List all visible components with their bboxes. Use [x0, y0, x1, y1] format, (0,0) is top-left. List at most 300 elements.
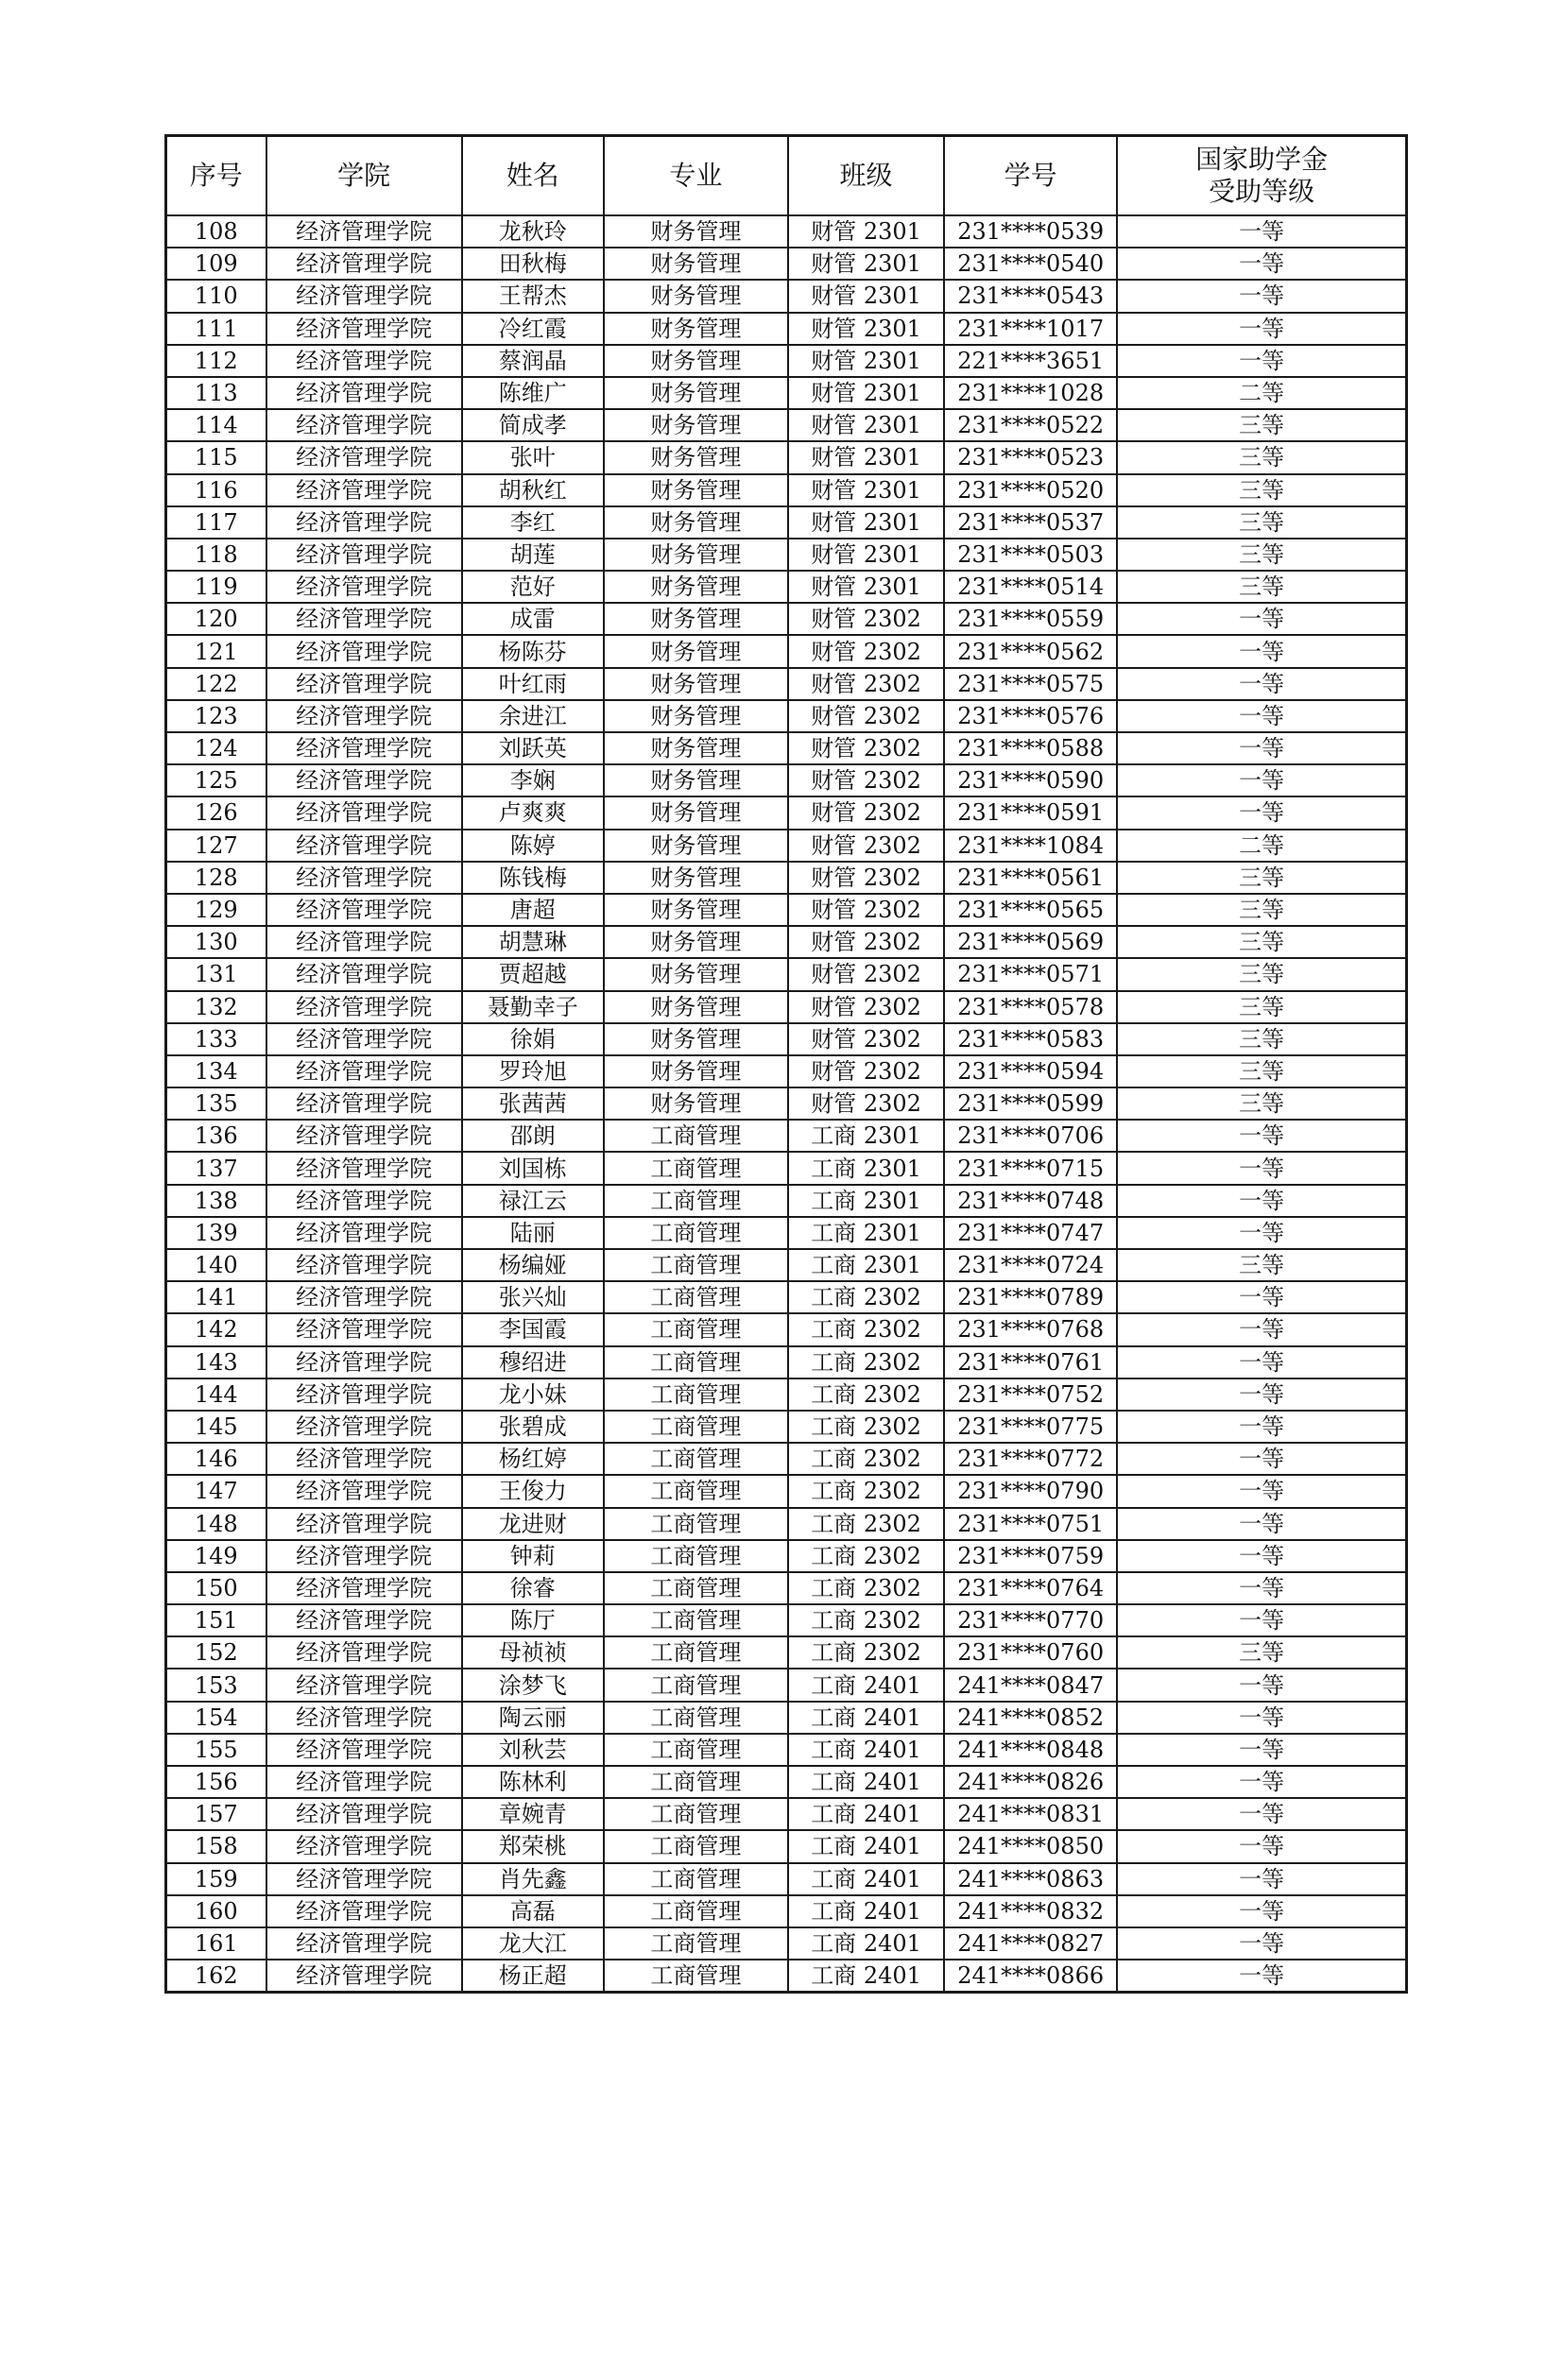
cell-index: 134 [166, 1055, 266, 1087]
cell-class: 财管 2302 [788, 1023, 944, 1055]
table-row [166, 926, 1407, 958]
cell-college: 经济管理学院 [266, 345, 462, 377]
cell-name: 张叶 [462, 441, 604, 473]
cell-student-id: 231****0751 [944, 1508, 1117, 1540]
cell-index: 112 [166, 345, 266, 377]
cell-grant-level: 一等 [1117, 1604, 1406, 1636]
table-row [166, 215, 1407, 248]
cell-name: 钟莉 [462, 1540, 604, 1572]
table-row [166, 830, 1407, 862]
cell-college: 经济管理学院 [266, 1185, 462, 1217]
cell-name: 胡莲 [462, 539, 604, 571]
cell-index: 141 [166, 1281, 266, 1313]
cell-index: 139 [166, 1217, 266, 1249]
cell-class: 工商 2401 [788, 1766, 944, 1798]
cell-class: 工商 2302 [788, 1604, 944, 1636]
table-body [166, 215, 1407, 1993]
table-row [166, 1120, 1407, 1152]
cell-class: 工商 2301 [788, 1217, 944, 1249]
cell-grant-level: 一等 [1117, 1475, 1406, 1507]
cell-major: 工商管理 [604, 1540, 788, 1572]
grant-recipient-table [164, 134, 1408, 1994]
cell-class: 财管 2301 [788, 474, 944, 506]
cell-name: 成雷 [462, 603, 604, 635]
table-row [166, 1540, 1407, 1572]
cell-student-id: 231****0594 [944, 1055, 1117, 1087]
cell-grant-level: 一等 [1117, 248, 1406, 280]
cell-name: 杨红婷 [462, 1443, 604, 1475]
cell-index: 129 [166, 894, 266, 926]
cell-class: 工商 2302 [788, 1411, 944, 1443]
cell-major: 工商管理 [604, 1702, 788, 1734]
cell-college: 经济管理学院 [266, 377, 462, 409]
cell-college: 经济管理学院 [266, 764, 462, 796]
cell-name: 徐睿 [462, 1572, 604, 1604]
cell-major: 财务管理 [604, 991, 788, 1023]
cell-name: 徐娟 [462, 1023, 604, 1055]
cell-major: 财务管理 [604, 215, 788, 248]
cell-class: 财管 2301 [788, 506, 944, 539]
cell-grant-level: 三等 [1117, 958, 1406, 990]
cell-grant-level: 三等 [1117, 441, 1406, 473]
cell-major: 财务管理 [604, 668, 788, 700]
cell-name: 龙进财 [462, 1508, 604, 1540]
cell-name: 唐超 [462, 894, 604, 926]
cell-student-id: 231****0578 [944, 991, 1117, 1023]
header-grant-level-line1: 国家助学金 [1195, 144, 1329, 175]
cell-name: 高磊 [462, 1895, 604, 1927]
cell-student-id: 241****0847 [944, 1669, 1117, 1701]
table-row [166, 409, 1407, 441]
cell-grant-level: 一等 [1117, 1572, 1406, 1604]
table-row [166, 1766, 1407, 1798]
cell-name: 陈林利 [462, 1766, 604, 1798]
cell-college: 经济管理学院 [266, 668, 462, 700]
cell-grant-level: 一等 [1117, 280, 1406, 312]
cell-grant-level: 一等 [1117, 313, 1406, 345]
cell-name: 叶红雨 [462, 668, 604, 700]
cell-grant-level: 一等 [1117, 1766, 1406, 1798]
cell-grant-level: 一等 [1117, 1346, 1406, 1378]
cell-major: 工商管理 [604, 1669, 788, 1701]
cell-index: 133 [166, 1023, 266, 1055]
cell-grant-level: 三等 [1117, 862, 1406, 894]
cell-major: 工商管理 [604, 1217, 788, 1249]
cell-class: 工商 2401 [788, 1734, 944, 1766]
cell-class: 财管 2302 [788, 700, 944, 732]
cell-college: 经济管理学院 [266, 1475, 462, 1507]
table-row [166, 991, 1407, 1023]
cell-name: 穆绍进 [462, 1346, 604, 1378]
table-row [166, 1798, 1407, 1830]
cell-class: 财管 2302 [788, 603, 944, 635]
cell-class: 工商 2401 [788, 1927, 944, 1960]
cell-index: 157 [166, 1798, 266, 1830]
cell-grant-level: 一等 [1117, 1734, 1406, 1766]
table-row [166, 796, 1407, 829]
cell-grant-level: 一等 [1117, 1960, 1406, 1993]
cell-student-id: 231****1028 [944, 377, 1117, 409]
cell-name: 罗玲旭 [462, 1055, 604, 1087]
cell-index: 121 [166, 635, 266, 667]
table-row [166, 958, 1407, 990]
cell-student-id: 231****0575 [944, 668, 1117, 700]
cell-class: 财管 2302 [788, 958, 944, 990]
cell-college: 经济管理学院 [266, 474, 462, 506]
cell-index: 160 [166, 1895, 266, 1927]
cell-index: 115 [166, 441, 266, 473]
cell-grant-level: 一等 [1117, 796, 1406, 829]
cell-major: 财务管理 [604, 862, 788, 894]
cell-class: 财管 2302 [788, 894, 944, 926]
cell-college: 经济管理学院 [266, 1281, 462, 1313]
cell-class: 工商 2302 [788, 1346, 944, 1378]
cell-grant-level: 三等 [1117, 1023, 1406, 1055]
cell-student-id: 231****0715 [944, 1152, 1117, 1184]
cell-student-id: 231****0759 [944, 1540, 1117, 1572]
cell-major: 财务管理 [604, 474, 788, 506]
cell-name: 李红 [462, 506, 604, 539]
table-row [166, 377, 1407, 409]
cell-index: 153 [166, 1669, 266, 1701]
cell-name: 刘秋芸 [462, 1734, 604, 1766]
cell-index: 119 [166, 571, 266, 603]
table-row [166, 1734, 1407, 1766]
cell-college: 经济管理学院 [266, 571, 462, 603]
cell-student-id: 241****0826 [944, 1766, 1117, 1798]
cell-grant-level: 一等 [1117, 1702, 1406, 1734]
cell-student-id: 231****0747 [944, 1217, 1117, 1249]
cell-major: 工商管理 [604, 1152, 788, 1184]
cell-college: 经济管理学院 [266, 248, 462, 280]
cell-index: 138 [166, 1185, 266, 1217]
cell-student-id: 221****3651 [944, 345, 1117, 377]
cell-college: 经济管理学院 [266, 1023, 462, 1055]
cell-major: 工商管理 [604, 1120, 788, 1152]
table-row [166, 1702, 1407, 1734]
cell-student-id: 231****0503 [944, 539, 1117, 571]
cell-major: 财务管理 [604, 506, 788, 539]
cell-name: 龙小妹 [462, 1378, 604, 1411]
cell-college: 经济管理学院 [266, 894, 462, 926]
cell-name: 肖先鑫 [462, 1863, 604, 1895]
cell-major: 工商管理 [604, 1281, 788, 1313]
table-row [166, 506, 1407, 539]
table-row [166, 1023, 1407, 1055]
cell-class: 财管 2301 [788, 539, 944, 571]
cell-student-id: 241****0831 [944, 1798, 1117, 1830]
cell-index: 110 [166, 280, 266, 312]
cell-grant-level: 一等 [1117, 700, 1406, 732]
cell-name: 贾超越 [462, 958, 604, 990]
table-row [166, 474, 1407, 506]
cell-student-id: 231****0588 [944, 732, 1117, 764]
cell-index: 150 [166, 1572, 266, 1604]
table-row [166, 441, 1407, 473]
cell-college: 经济管理学院 [266, 1830, 462, 1862]
cell-major: 财务管理 [604, 441, 788, 473]
table-row [166, 764, 1407, 796]
cell-index: 147 [166, 1475, 266, 1507]
cell-college: 经济管理学院 [266, 1960, 462, 1993]
table-row [166, 313, 1407, 345]
cell-class: 财管 2302 [788, 732, 944, 764]
cell-college: 经济管理学院 [266, 1636, 462, 1669]
cell-major: 财务管理 [604, 1087, 788, 1120]
cell-major: 财务管理 [604, 894, 788, 926]
cell-name: 李国霞 [462, 1313, 604, 1345]
table-row [166, 1087, 1407, 1120]
cell-index: 137 [166, 1152, 266, 1184]
cell-index: 124 [166, 732, 266, 764]
cell-index: 143 [166, 1346, 266, 1378]
cell-name: 涂梦飞 [462, 1669, 604, 1701]
table-row [166, 635, 1407, 667]
cell-grant-level: 一等 [1117, 1120, 1406, 1152]
cell-college: 经济管理学院 [266, 1572, 462, 1604]
cell-index: 136 [166, 1120, 266, 1152]
cell-college: 经济管理学院 [266, 1927, 462, 1960]
table-row [166, 1895, 1407, 1927]
cell-student-id: 231****0523 [944, 441, 1117, 473]
cell-student-id: 231****0514 [944, 571, 1117, 603]
cell-index: 130 [166, 926, 266, 958]
cell-major: 财务管理 [604, 313, 788, 345]
cell-index: 161 [166, 1927, 266, 1960]
cell-class: 财管 2302 [788, 764, 944, 796]
cell-major: 财务管理 [604, 796, 788, 829]
table-row [166, 1927, 1407, 1960]
cell-name: 范好 [462, 571, 604, 603]
cell-student-id: 231****0789 [944, 1281, 1117, 1313]
table-row [166, 1636, 1407, 1669]
cell-name: 杨正超 [462, 1960, 604, 1993]
header-major: 专业 [604, 136, 788, 216]
table-row [166, 1960, 1407, 1993]
cell-college: 经济管理学院 [266, 958, 462, 990]
cell-index: 118 [166, 539, 266, 571]
cell-student-id: 231****0768 [944, 1313, 1117, 1345]
table-row [166, 732, 1407, 764]
table-row [166, 1217, 1407, 1249]
cell-college: 经济管理学院 [266, 635, 462, 667]
table-row [166, 345, 1407, 377]
cell-class: 财管 2302 [788, 991, 944, 1023]
cell-college: 经济管理学院 [266, 732, 462, 764]
cell-index: 128 [166, 862, 266, 894]
cell-major: 工商管理 [604, 1411, 788, 1443]
cell-college: 经济管理学院 [266, 1152, 462, 1184]
cell-grant-level: 一等 [1117, 1540, 1406, 1572]
cell-student-id: 231****0764 [944, 1572, 1117, 1604]
cell-index: 145 [166, 1411, 266, 1443]
table-row [166, 248, 1407, 280]
cell-name: 王俊力 [462, 1475, 604, 1507]
cell-major: 工商管理 [604, 1895, 788, 1927]
cell-class: 工商 2401 [788, 1669, 944, 1701]
cell-grant-level: 一等 [1117, 1217, 1406, 1249]
cell-name: 刘跃英 [462, 732, 604, 764]
table-row [166, 894, 1407, 926]
cell-class: 财管 2301 [788, 313, 944, 345]
cell-index: 142 [166, 1313, 266, 1345]
cell-grant-level: 一等 [1117, 1798, 1406, 1830]
cell-college: 经济管理学院 [266, 1766, 462, 1798]
cell-major: 财务管理 [604, 764, 788, 796]
cell-index: 111 [166, 313, 266, 345]
cell-college: 经济管理学院 [266, 1604, 462, 1636]
cell-college: 经济管理学院 [266, 1895, 462, 1927]
cell-grant-level: 一等 [1117, 1185, 1406, 1217]
table-row [166, 1152, 1407, 1184]
cell-major: 工商管理 [604, 1863, 788, 1895]
cell-college: 经济管理学院 [266, 991, 462, 1023]
cell-index: 144 [166, 1378, 266, 1411]
cell-name: 胡秋红 [462, 474, 604, 506]
cell-student-id: 231****0748 [944, 1185, 1117, 1217]
cell-student-id: 231****0540 [944, 248, 1117, 280]
cell-college: 经济管理学院 [266, 796, 462, 829]
cell-major: 工商管理 [604, 1572, 788, 1604]
cell-college: 经济管理学院 [266, 603, 462, 635]
cell-grant-level: 三等 [1117, 926, 1406, 958]
cell-major: 财务管理 [604, 732, 788, 764]
cell-grant-level: 一等 [1117, 764, 1406, 796]
cell-class: 工商 2302 [788, 1475, 944, 1507]
cell-name: 聂勤幸子 [462, 991, 604, 1023]
cell-college: 经济管理学院 [266, 539, 462, 571]
cell-grant-level: 一等 [1117, 1411, 1406, 1443]
table-row [166, 1443, 1407, 1475]
cell-major: 工商管理 [604, 1185, 788, 1217]
table-row [166, 1508, 1407, 1540]
table-row [166, 1185, 1407, 1217]
cell-major: 工商管理 [604, 1346, 788, 1378]
cell-major: 财务管理 [604, 377, 788, 409]
cell-class: 财管 2301 [788, 345, 944, 377]
table-row [166, 571, 1407, 603]
cell-college: 经济管理学院 [266, 926, 462, 958]
cell-index: 140 [166, 1249, 266, 1281]
cell-class: 财管 2302 [788, 1087, 944, 1120]
cell-college: 经济管理学院 [266, 1443, 462, 1475]
cell-index: 123 [166, 700, 266, 732]
cell-college: 经济管理学院 [266, 700, 462, 732]
cell-class: 财管 2301 [788, 441, 944, 473]
cell-class: 财管 2301 [788, 377, 944, 409]
cell-grant-level: 三等 [1117, 1087, 1406, 1120]
cell-grant-level: 一等 [1117, 635, 1406, 667]
cell-student-id: 231****0571 [944, 958, 1117, 990]
table-row [166, 668, 1407, 700]
cell-major: 财务管理 [604, 958, 788, 990]
table-row [166, 1378, 1407, 1411]
cell-major: 财务管理 [604, 248, 788, 280]
cell-class: 财管 2301 [788, 409, 944, 441]
cell-class: 工商 2302 [788, 1572, 944, 1604]
table-row [166, 1281, 1407, 1313]
cell-class: 财管 2302 [788, 796, 944, 829]
cell-grant-level: 二等 [1117, 377, 1406, 409]
cell-index: 149 [166, 1540, 266, 1572]
table-row [166, 603, 1407, 635]
table-row [166, 1669, 1407, 1701]
cell-index: 155 [166, 1734, 266, 1766]
cell-college: 经济管理学院 [266, 1508, 462, 1540]
cell-major: 财务管理 [604, 700, 788, 732]
cell-grant-level: 一等 [1117, 1895, 1406, 1927]
cell-college: 经济管理学院 [266, 1055, 462, 1087]
cell-grant-level: 一等 [1117, 603, 1406, 635]
table-row [166, 1604, 1407, 1636]
cell-student-id: 241****0863 [944, 1863, 1117, 1895]
cell-college: 经济管理学院 [266, 862, 462, 894]
cell-college: 经济管理学院 [266, 1669, 462, 1701]
cell-major: 工商管理 [604, 1443, 788, 1475]
cell-student-id: 231****0539 [944, 215, 1117, 248]
cell-student-id: 231****0772 [944, 1443, 1117, 1475]
table-row [166, 1572, 1407, 1604]
cell-class: 工商 2401 [788, 1830, 944, 1862]
cell-grant-level: 三等 [1117, 894, 1406, 926]
cell-class: 财管 2302 [788, 830, 944, 862]
table-row [166, 1863, 1407, 1895]
cell-class: 工商 2301 [788, 1249, 944, 1281]
cell-index: 131 [166, 958, 266, 990]
cell-index: 132 [166, 991, 266, 1023]
cell-grant-level: 三等 [1117, 1249, 1406, 1281]
cell-student-id: 231****0576 [944, 700, 1117, 732]
cell-college: 经济管理学院 [266, 1378, 462, 1411]
cell-student-id: 231****0537 [944, 506, 1117, 539]
cell-college: 经济管理学院 [266, 1087, 462, 1120]
cell-class: 财管 2302 [788, 635, 944, 667]
cell-index: 162 [166, 1960, 266, 1993]
cell-name: 母祯祯 [462, 1636, 604, 1669]
header-name: 姓名 [462, 136, 604, 216]
header-class: 班级 [788, 136, 944, 216]
cell-name: 李娴 [462, 764, 604, 796]
cell-index: 114 [166, 409, 266, 441]
cell-grant-level: 三等 [1117, 409, 1406, 441]
cell-index: 158 [166, 1830, 266, 1862]
cell-index: 122 [166, 668, 266, 700]
cell-student-id: 231****0760 [944, 1636, 1117, 1669]
cell-class: 财管 2302 [788, 926, 944, 958]
cell-college: 经济管理学院 [266, 313, 462, 345]
cell-college: 经济管理学院 [266, 1217, 462, 1249]
cell-name: 张茜茜 [462, 1087, 604, 1120]
cell-grant-level: 一等 [1117, 1863, 1406, 1895]
table-row [166, 1411, 1407, 1443]
cell-major: 工商管理 [604, 1798, 788, 1830]
cell-major: 工商管理 [604, 1508, 788, 1540]
cell-grant-level: 三等 [1117, 1636, 1406, 1669]
cell-class: 工商 2401 [788, 1960, 944, 1993]
cell-grant-level: 一等 [1117, 1281, 1406, 1313]
cell-name: 陈厅 [462, 1604, 604, 1636]
header-grant-level-line2: 受助等级 [1209, 176, 1315, 207]
cell-major: 财务管理 [604, 603, 788, 635]
cell-student-id: 241****0852 [944, 1702, 1117, 1734]
cell-student-id: 231****0591 [944, 796, 1117, 829]
cell-class: 工商 2401 [788, 1863, 944, 1895]
cell-grant-level: 一等 [1117, 345, 1406, 377]
cell-college: 经济管理学院 [266, 1120, 462, 1152]
cell-name: 禄江云 [462, 1185, 604, 1217]
cell-class: 财管 2301 [788, 571, 944, 603]
cell-class: 财管 2301 [788, 248, 944, 280]
